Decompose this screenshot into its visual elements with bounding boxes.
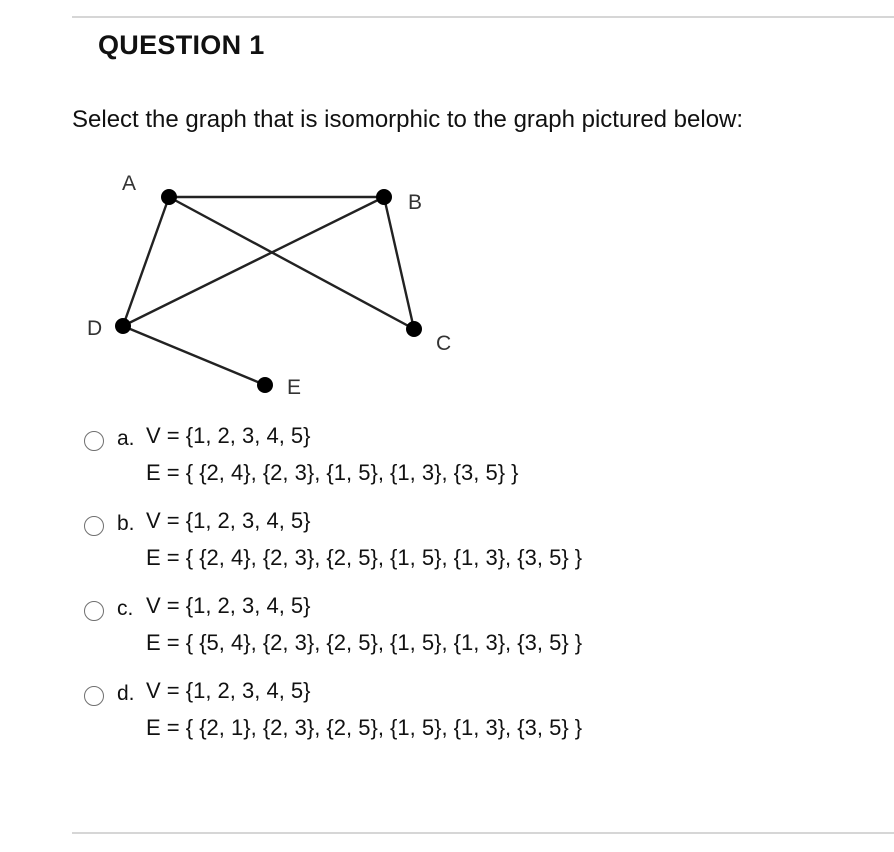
- vertex-label-a: A: [122, 172, 137, 195]
- answer-option-b[interactable]: [84, 508, 884, 592]
- question-prompt: Select the graph that is isomorphic to the graph pictured below:: [72, 106, 744, 133]
- answer-option-d[interactable]: [84, 678, 884, 762]
- edge-d-e: [123, 326, 265, 385]
- vertex-label-c: C: [436, 332, 452, 355]
- vertex-b: [376, 189, 392, 205]
- vertex-label-d: D: [87, 317, 103, 340]
- vertex-label-e: E: [287, 376, 302, 399]
- option-edge-set: E = { {2, 1}, {2, 3}, {2, 5}, {1, 5}, {1, 3}, {3, 5} }: [146, 715, 583, 740]
- question-title: QUESTION 1: [98, 30, 265, 60]
- option-letter: c.: [117, 597, 134, 620]
- bottom-divider: [72, 832, 894, 834]
- option-letter: b.: [117, 512, 135, 535]
- option-edge-set: E = { {2, 4}, {2, 3}, {1, 5}, {1, 3}, {3, 5} }: [146, 460, 519, 485]
- option-vertex-set: V = {1, 2, 3, 4, 5}: [146, 423, 311, 448]
- vertex-d: [115, 318, 131, 334]
- radio-button-c[interactable]: [84, 601, 104, 621]
- answer-option-a[interactable]: [84, 423, 884, 507]
- radio-button-a[interactable]: [84, 431, 104, 451]
- edge-a-c: [169, 197, 414, 329]
- option-vertex-set: V = {1, 2, 3, 4, 5}: [146, 508, 311, 533]
- option-vertex-set: V = {1, 2, 3, 4, 5}: [146, 593, 311, 618]
- vertex-c: [406, 321, 422, 337]
- option-letter: d.: [117, 682, 135, 705]
- option-edge-set: E = { {5, 4}, {2, 3}, {2, 5}, {1, 5}, {1, 3}, {3, 5} }: [146, 630, 583, 655]
- vertex-a: [161, 189, 177, 205]
- radio-button-b[interactable]: [84, 516, 104, 536]
- graph-figure: [0, 0, 894, 420]
- edge-b-c: [384, 197, 414, 329]
- vertex-label-b: B: [408, 191, 423, 214]
- radio-button-d[interactable]: [84, 686, 104, 706]
- answer-option-c[interactable]: [84, 593, 884, 677]
- option-vertex-set: V = {1, 2, 3, 4, 5}: [146, 678, 311, 703]
- option-letter: a.: [117, 427, 135, 450]
- vertex-e: [257, 377, 273, 393]
- option-edge-set: E = { {2, 4}, {2, 3}, {2, 5}, {1, 5}, {1, 3}, {3, 5} }: [146, 545, 583, 570]
